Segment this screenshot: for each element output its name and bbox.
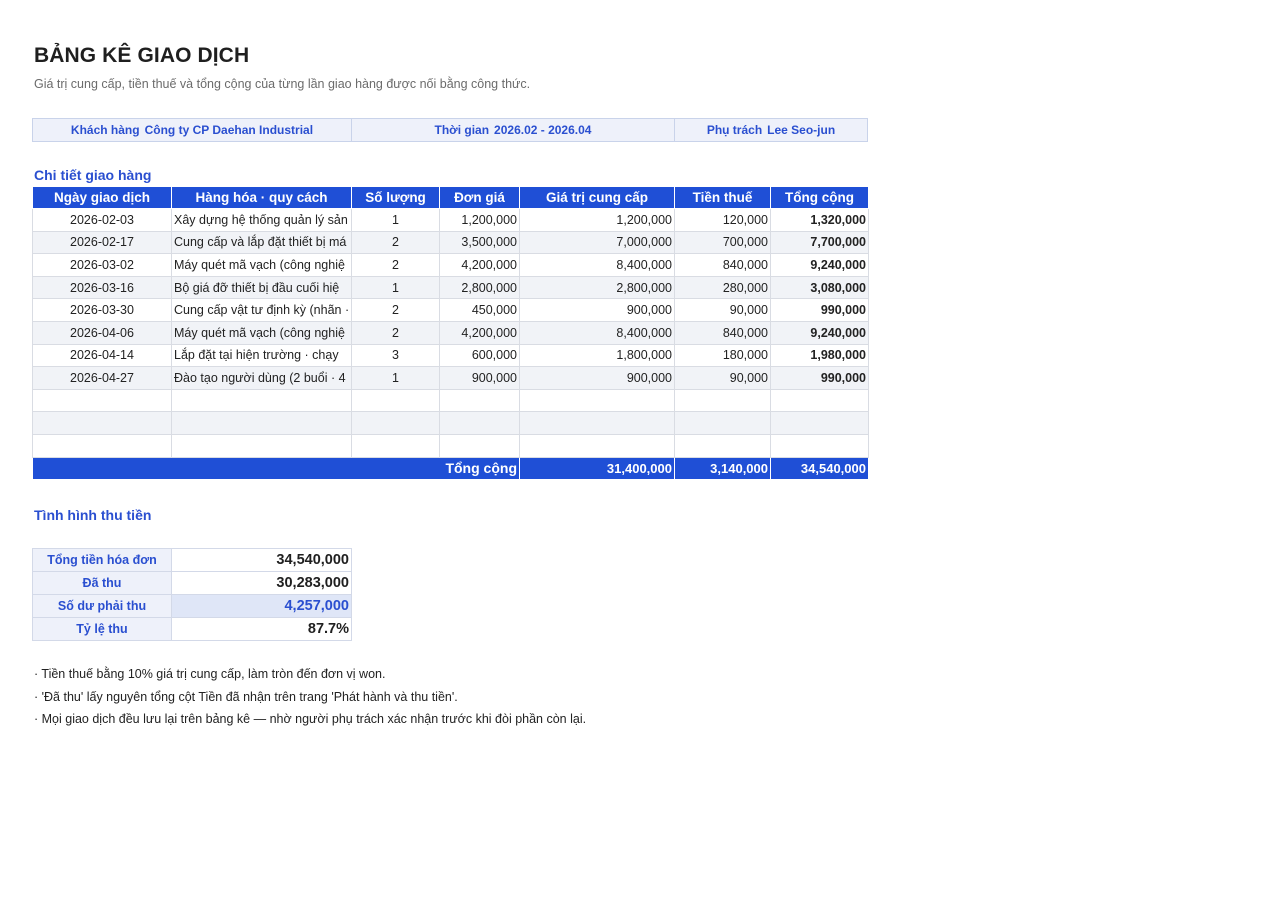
cell-item[interactable]: Lắp đặt tại hiện trường · chạy [172, 344, 352, 367]
collection-section-title: Tình hình thu tiền [34, 507, 152, 523]
balance-value[interactable]: 4,257,000 [172, 595, 352, 618]
cell-price[interactable]: 2,800,000 [440, 276, 520, 299]
cell-item[interactable]: Cung cấp vật tư định kỳ (nhãn · [172, 299, 352, 322]
cell-tax[interactable]: 180,000 [675, 344, 771, 367]
cell-date[interactable]: 2026-02-17 [33, 231, 172, 254]
cell-tax[interactable]: 840,000 [675, 321, 771, 344]
cell-price[interactable]: 600,000 [440, 344, 520, 367]
cell-date[interactable]: 2026-03-16 [33, 276, 172, 299]
note-item: · 'Đã thu' lấy nguyên tổng cột Tiền đã nhận trên trang 'Phát hành và thu tiền'. [34, 689, 458, 704]
empty-cell[interactable] [771, 412, 869, 435]
manager-label: Phụ trách [706, 123, 763, 137]
col-header-item[interactable]: Hàng hóa · quy cách [172, 187, 352, 209]
table-row [33, 209, 869, 232]
customer-label: Khách hàng [70, 123, 140, 137]
summary-row-rate [33, 618, 352, 641]
detail-section-title: Chi tiết giao hàng [34, 167, 152, 183]
cell-total[interactable]: 9,240,000 [771, 321, 869, 344]
total-label[interactable]: Tổng cộng [33, 457, 520, 479]
cell-price[interactable]: 1,200,000 [440, 209, 520, 232]
empty-cell[interactable] [440, 389, 520, 412]
cell-total[interactable]: 3,080,000 [771, 276, 869, 299]
cell-item[interactable]: Cung cấp và lắp đặt thiết bị má [172, 231, 352, 254]
cell-date[interactable]: 2026-04-06 [33, 321, 172, 344]
cell-item[interactable]: Xây dựng hệ thống quản lý sản [172, 209, 352, 232]
cell-supply[interactable]: 8,400,000 [520, 321, 675, 344]
cell-total[interactable]: 990,000 [771, 367, 869, 390]
summary-row-invoice-total [33, 549, 352, 572]
empty-cell[interactable] [440, 412, 520, 435]
cell-supply[interactable]: 900,000 [520, 299, 675, 322]
period-value: 2026.02 - 2026.04 [494, 123, 592, 137]
table-row [33, 321, 869, 344]
note-item: · Tiền thuế bằng 10% giá trị cung cấp, làm tròn đến đơn vị won. [34, 667, 386, 681]
cell-total[interactable]: 1,980,000 [771, 344, 869, 367]
cell-date[interactable]: 2026-02-03 [33, 209, 172, 232]
table-row [33, 344, 869, 367]
empty-cell[interactable] [172, 389, 352, 412]
empty-row [33, 434, 869, 457]
manager-value: Lee Seo-jun [767, 123, 836, 137]
cell-total[interactable]: 9,240,000 [771, 254, 869, 277]
cell-supply[interactable]: 2,800,000 [520, 276, 675, 299]
empty-cell[interactable] [675, 434, 771, 457]
empty-cell[interactable] [771, 389, 869, 412]
cell-date[interactable]: 2026-03-30 [33, 299, 172, 322]
cell-qty[interactable]: 1 [352, 367, 440, 390]
total-tax[interactable]: 3,140,000 [675, 457, 771, 479]
cell-item[interactable]: Máy quét mã vạch (công nghiệ [172, 321, 352, 344]
cell-total[interactable]: 1,320,000 [771, 209, 869, 232]
cell-supply[interactable]: 7,000,000 [520, 231, 675, 254]
cell-price[interactable]: 900,000 [440, 367, 520, 390]
cell-total[interactable]: 990,000 [771, 299, 869, 322]
invoice-total-label[interactable]: Tổng tiền hóa đơn [33, 549, 172, 572]
empty-row [33, 412, 869, 435]
col-header-qty[interactable]: Số lượng [352, 187, 440, 209]
note-item: · Mọi giao dịch đều lưu lại trên bảng kê — nhờ người phụ trách xác nhận trước khi đòi phần còn lại. [34, 712, 587, 726]
info-bar [32, 118, 868, 142]
cell-tax[interactable]: 90,000 [675, 299, 771, 322]
cell-date[interactable]: 2026-04-14 [33, 344, 172, 367]
page-subtitle: Giá trị cung cấp, tiền thuế và tổng cộng của từng lần giao hàng được nối bằng công thức. [34, 77, 531, 91]
cell-qty[interactable]: 2 [352, 299, 440, 322]
notes-list [34, 665, 586, 733]
cell-price[interactable]: 450,000 [440, 299, 520, 322]
cell-tax[interactable]: 840,000 [675, 254, 771, 277]
rate-label[interactable]: Tỷ lệ thu [33, 618, 172, 641]
cell-tax[interactable]: 700,000 [675, 231, 771, 254]
collection-summary-table [32, 548, 352, 641]
cell-tax[interactable]: 90,000 [675, 367, 771, 390]
balance-label[interactable]: Số dư phải thu [33, 595, 172, 618]
total-row [33, 457, 869, 479]
col-header-supply[interactable]: Giá trị cung cấp [520, 187, 675, 209]
empty-cell[interactable] [352, 412, 440, 435]
empty-cell[interactable] [172, 412, 352, 435]
empty-cell[interactable] [33, 389, 172, 412]
cell-item[interactable]: Bộ giá đỡ thiết bị đầu cuối hiệ [172, 276, 352, 299]
table-row [33, 231, 869, 254]
table-row [33, 299, 869, 322]
summary-row-balance [33, 595, 352, 618]
cell-tax[interactable]: 120,000 [675, 209, 771, 232]
cell-price[interactable]: 3,500,000 [440, 231, 520, 254]
empty-cell[interactable] [33, 434, 172, 457]
table-row [33, 276, 869, 299]
total-supply[interactable]: 31,400,000 [520, 457, 675, 479]
table-header-row [33, 187, 869, 209]
empty-cell[interactable] [771, 434, 869, 457]
empty-cell[interactable] [33, 412, 172, 435]
empty-cell[interactable] [172, 434, 352, 457]
customer-value: Công ty CP Daehan Industrial [144, 123, 314, 137]
cell-qty[interactable]: 1 [352, 209, 440, 232]
col-header-date[interactable]: Ngày giao dịch [33, 187, 172, 209]
empty-cell[interactable] [440, 434, 520, 457]
manager-info[interactable] [675, 119, 867, 141]
empty-cell[interactable] [520, 434, 675, 457]
cell-qty[interactable]: 1 [352, 276, 440, 299]
empty-cell[interactable] [352, 389, 440, 412]
table-row [33, 367, 869, 390]
page-title: BẢNG KÊ GIAO DỊCH [34, 44, 250, 67]
cell-supply[interactable]: 900,000 [520, 367, 675, 390]
cell-qty[interactable]: 2 [352, 321, 440, 344]
cell-total[interactable]: 7,700,000 [771, 231, 869, 254]
cell-supply[interactable]: 8,400,000 [520, 254, 675, 277]
customer-info[interactable] [33, 119, 352, 141]
col-header-tax[interactable]: Tiền thuế [675, 187, 771, 209]
col-header-price[interactable]: Đơn giá [440, 187, 520, 209]
empty-row [33, 389, 869, 412]
cell-price[interactable]: 4,200,000 [440, 321, 520, 344]
collected-value[interactable]: 30,283,000 [172, 572, 352, 595]
summary-row-collected [33, 572, 352, 595]
cell-item[interactable]: Máy quét mã vạch (công nghiệ [172, 254, 352, 277]
cell-price[interactable]: 4,200,000 [440, 254, 520, 277]
cell-tax[interactable]: 280,000 [675, 276, 771, 299]
cell-qty[interactable]: 3 [352, 344, 440, 367]
cell-item[interactable]: Đào tạo người dùng (2 buổi · 4 [172, 367, 352, 390]
collected-label[interactable]: Đã thu [33, 572, 172, 595]
cell-qty[interactable]: 2 [352, 231, 440, 254]
invoice-total-value[interactable]: 34,540,000 [172, 549, 352, 572]
cell-qty[interactable]: 2 [352, 254, 440, 277]
cell-supply[interactable]: 1,200,000 [520, 209, 675, 232]
period-label: Thời gian [434, 123, 490, 137]
cell-supply[interactable]: 1,800,000 [520, 344, 675, 367]
table-row [33, 254, 869, 277]
rate-value[interactable]: 87.7% [172, 618, 352, 641]
total-grand[interactable]: 34,540,000 [771, 457, 869, 479]
cell-date[interactable]: 2026-03-02 [33, 254, 172, 277]
empty-cell[interactable] [675, 412, 771, 435]
period-info[interactable] [352, 119, 675, 141]
empty-cell[interactable] [520, 412, 675, 435]
empty-cell[interactable] [675, 389, 771, 412]
delivery-detail-table [32, 186, 869, 480]
col-header-total[interactable]: Tổng cộng [771, 187, 869, 209]
empty-cell[interactable] [352, 434, 440, 457]
empty-cell[interactable] [520, 389, 675, 412]
cell-date[interactable]: 2026-04-27 [33, 367, 172, 390]
